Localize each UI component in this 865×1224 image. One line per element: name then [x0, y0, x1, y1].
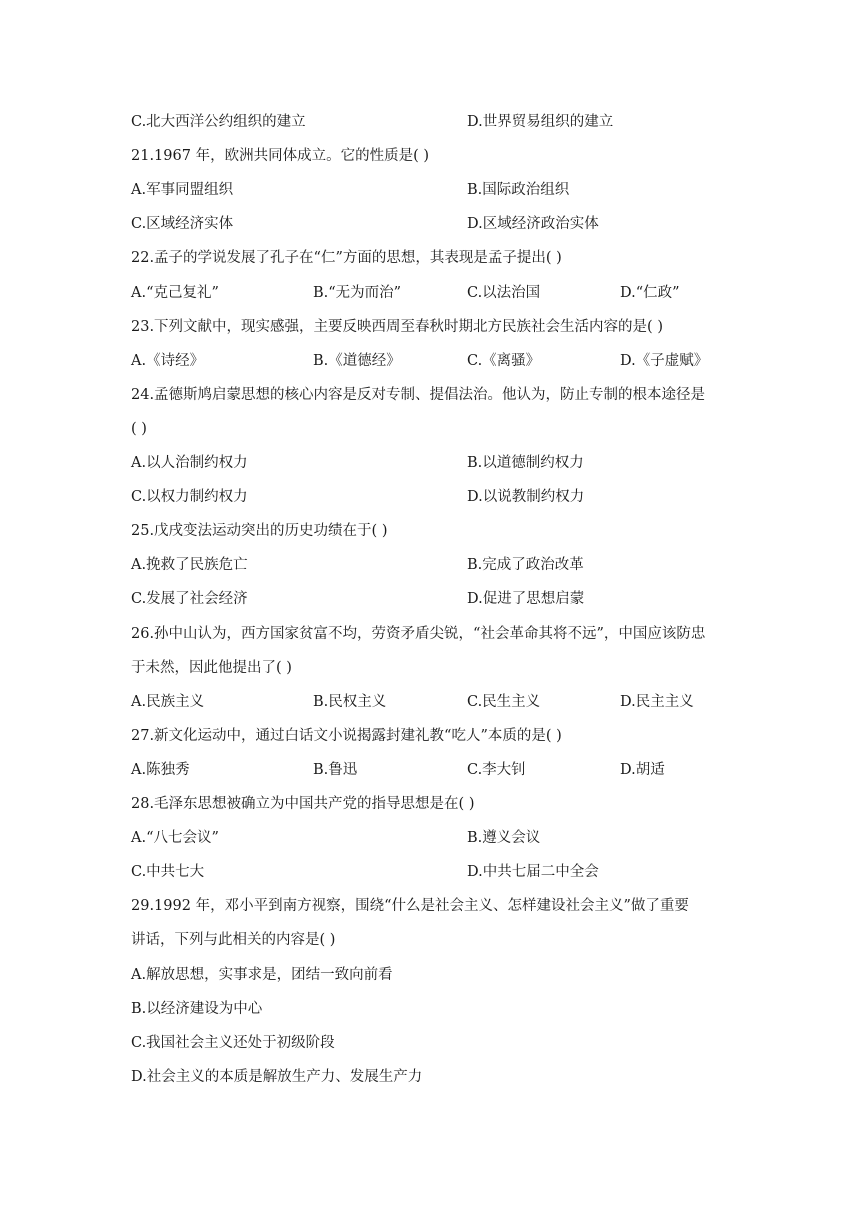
- option-c: C.民生主义: [467, 694, 541, 710]
- question-line: 讲话，下列与此相关的内容是( ): [131, 932, 336, 948]
- option-a: C.北大西洋公约组织的建立: [131, 114, 306, 130]
- option-b: B.民权主义: [313, 694, 387, 710]
- option-row: [131, 692, 751, 712]
- question-line: 于未然，因此他提出了( ): [131, 660, 292, 676]
- option-a: A.陈独秀: [131, 762, 190, 778]
- question-line: 28.毛泽东思想被确立为中国共产党的指导思想是在( ): [131, 796, 475, 812]
- option-b: B.遵义会议: [467, 830, 541, 846]
- option-row: [131, 487, 751, 507]
- option-c: C.《离骚》: [467, 353, 541, 369]
- option-row: [131, 283, 751, 303]
- question-line: C.我国社会主义还处于初级阶段: [131, 1035, 335, 1051]
- option-b: B.以道德制约权力: [467, 455, 584, 471]
- option-b: D.中共七届二中全会: [467, 864, 599, 880]
- option-row: [131, 555, 751, 575]
- option-a: A.“克己复礼”: [131, 285, 219, 301]
- question-line: 26.孙中山认为，西方国家贫富不均，劳资矛盾尖锐，“社会革命其将不远”，中国应该防忠: [131, 626, 706, 642]
- option-b: D.以说教制约权力: [467, 489, 585, 505]
- question-line: 27.新文化运动中，通过白话文小说揭露封建礼教“吃人”本质的是( ): [131, 728, 562, 744]
- option-a: A.《诗经》: [131, 353, 205, 369]
- question-line: A.解放思想，实事求是，团结一致向前看: [131, 967, 393, 983]
- option-a: C.发展了社会经济: [131, 591, 248, 607]
- option-b: D.世界贸易组织的建立: [467, 114, 614, 130]
- option-row: [131, 760, 751, 780]
- option-c: C.以法治国: [467, 285, 541, 301]
- question-line: D.社会主义的本质是解放生产力、发展生产力: [131, 1069, 423, 1085]
- option-row: [131, 351, 751, 371]
- option-b: B.鲁迅: [313, 762, 358, 778]
- option-a: A.民族主义: [131, 694, 205, 710]
- question-line: 25.戊戌变法运动突出的历史功绩在于( ): [131, 523, 388, 539]
- option-d: D.胡适: [620, 762, 665, 778]
- option-d: D.《子虚赋》: [620, 353, 709, 369]
- option-b: D.促进了思想启蒙: [467, 591, 585, 607]
- option-a: A.“八七会议”: [131, 830, 219, 846]
- option-a: A.军事同盟组织: [131, 182, 234, 198]
- question-line: B.以经济建设为中心: [131, 1001, 263, 1017]
- option-c: C.李大钊: [467, 762, 526, 778]
- option-a: C.中共七大: [131, 864, 205, 880]
- option-a: C.以权力制约权力: [131, 489, 248, 505]
- question-line: 24.孟德斯鸠启蒙思想的核心内容是反对专制、提倡法治。他认为，防止专制的根本途径是: [131, 387, 706, 403]
- option-a: A.以人治制约权力: [131, 455, 248, 471]
- option-row: [131, 453, 751, 473]
- option-a: C.区域经济实体: [131, 216, 234, 232]
- option-b: B.“无为而治”: [313, 285, 402, 301]
- option-b: B.《道德经》: [313, 353, 401, 369]
- option-b: B.国际政治组织: [467, 182, 570, 198]
- option-d: D.“仁政”: [620, 285, 680, 301]
- option-row: [131, 180, 751, 200]
- option-row: [131, 828, 751, 848]
- option-row: [131, 862, 751, 882]
- option-row: [131, 589, 751, 609]
- option-d: D.民主主义: [620, 694, 694, 710]
- option-b: B.完成了政治改革: [467, 557, 584, 573]
- question-line: 23.下列文献中，现实感强，主要反映西周至春秋时期北方民族社会生活内容的是( ): [131, 319, 663, 335]
- question-line: 29.1992 年，邓小平到南方视察，围绕“什么是社会主义、怎样建设社会主义”做了重要: [131, 898, 689, 914]
- option-b: D.区域经济政治实体: [467, 216, 599, 232]
- question-line: ( ): [131, 421, 147, 437]
- question-line: 21.1967 年，欧洲共同体成立。它的性质是( ): [131, 148, 429, 164]
- option-a: A.挽救了民族危亡: [131, 557, 248, 573]
- option-row: [131, 112, 751, 132]
- question-line: 22.孟子的学说发展了孔子在“仁”方面的思想，其表现是孟子提出( ): [131, 250, 562, 266]
- option-row: [131, 214, 751, 234]
